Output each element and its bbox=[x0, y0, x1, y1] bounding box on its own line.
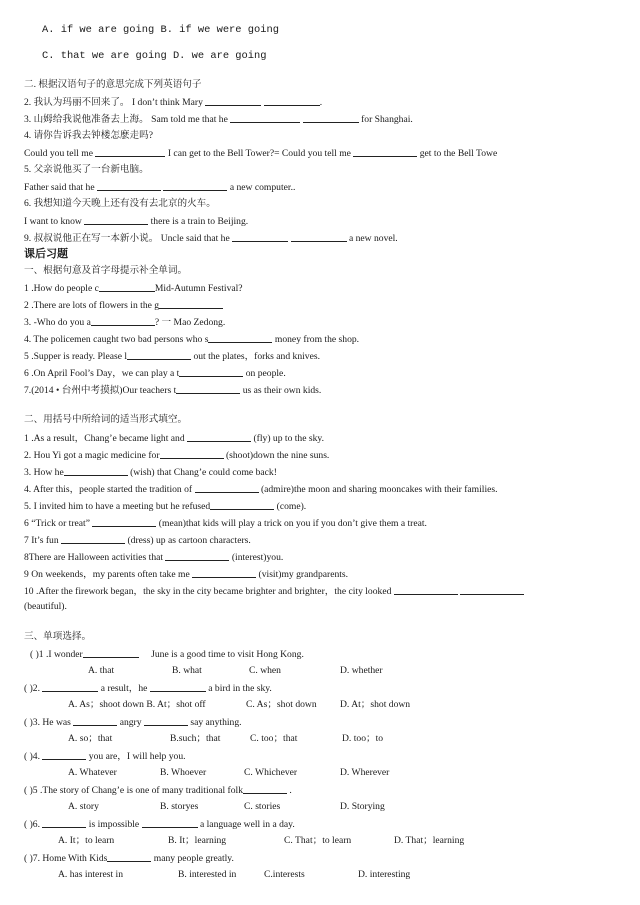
s2-q9-end: a new novel. bbox=[348, 233, 398, 244]
option-c[interactable]: C. stories bbox=[244, 801, 281, 812]
option-c[interactable]: C. when bbox=[249, 665, 281, 676]
blank[interactable] bbox=[127, 350, 191, 360]
p1-item-text: 3. -Who do you a bbox=[24, 317, 91, 328]
p2-item-10 bbox=[24, 585, 636, 598]
p3-stem-end: you are，I will help you. bbox=[88, 751, 186, 762]
p3-stem-mid: a result，he bbox=[100, 683, 148, 694]
blank[interactable] bbox=[195, 483, 259, 493]
s2-q5-cn: 5. 父亲说他买了一台新电脑。 bbox=[24, 164, 149, 175]
p3-stem-text: ( )1 .I wonder bbox=[30, 649, 83, 660]
p1-item-end: us as their own kids. bbox=[242, 385, 322, 396]
p1-item-end: out the plates，forks and knives. bbox=[193, 351, 320, 362]
p1-item-text: 6 .On April Fool’s Day，we can play a t bbox=[24, 368, 180, 379]
p3-stem-mid: is impossible bbox=[88, 819, 140, 830]
part1-heading: 一、根据句意及首字母提示补全单词。 bbox=[24, 265, 188, 276]
blank[interactable] bbox=[144, 716, 188, 726]
option-d[interactable]: D. whether bbox=[340, 665, 383, 676]
p2-item-end: (mean)that kids will play a trick on you if you don’t give them a treat. bbox=[158, 518, 427, 529]
option-c[interactable]: C. Whichever bbox=[244, 767, 298, 778]
p3-stem-text: ( )4. bbox=[24, 751, 40, 762]
s2-q4-en bbox=[24, 147, 636, 160]
blank[interactable] bbox=[97, 181, 161, 191]
homework-title: 课后习题 bbox=[24, 248, 68, 260]
p3-q6-stem bbox=[24, 818, 636, 831]
p2-item-text: 1 .As a result，Chang’e became light and bbox=[24, 433, 185, 444]
p3-stem-text: ( )2. bbox=[24, 683, 40, 694]
blank[interactable] bbox=[64, 466, 128, 476]
option-c[interactable]: C. That；to learn bbox=[284, 835, 352, 846]
p2-item-9 bbox=[24, 568, 636, 581]
option-b[interactable]: B. what bbox=[172, 665, 202, 676]
p2-item-5 bbox=[24, 500, 636, 513]
p2-item-end: (shoot)down the nine suns. bbox=[225, 450, 330, 461]
p2-item-text: 9 On weekends，my parents often take me bbox=[24, 569, 190, 580]
blank[interactable] bbox=[160, 449, 224, 459]
p1-item-end: on people. bbox=[245, 368, 286, 379]
p3-q3-stem bbox=[24, 716, 636, 729]
p2-item-1 bbox=[24, 432, 636, 445]
option-d[interactable]: D. At；shot down bbox=[340, 699, 411, 710]
option-c[interactable]: C. too；that bbox=[250, 733, 298, 744]
p2-item-text: 10 .After the firework began，the sky in the city became brighter and brighter，the city looked bbox=[24, 586, 392, 597]
p2-item-end: (fly) up to the sky. bbox=[253, 433, 324, 444]
blank[interactable] bbox=[142, 818, 198, 828]
s2-q2-end: . bbox=[319, 97, 323, 108]
option-d[interactable]: D. Wherever bbox=[340, 767, 390, 778]
blank[interactable] bbox=[208, 333, 272, 343]
part2-heading: 二、用括号中所给词的适当形式填空。 bbox=[24, 414, 188, 425]
p2-item-end: (visit)my grandparents. bbox=[258, 569, 349, 580]
p1-item-end: ? 一 Mao Zedong. bbox=[154, 317, 226, 328]
p3-stem-end: June is a good time to visit Hong Kong. bbox=[151, 649, 304, 660]
option-c[interactable]: C. As；shot down bbox=[246, 699, 317, 710]
s2-q4-en-b: I can get to the Bell Tower?= Could you tell me bbox=[167, 148, 351, 159]
option-d[interactable]: D. too；to bbox=[342, 733, 384, 744]
p2-item-7 bbox=[24, 534, 636, 547]
p2-item-end: (come). bbox=[276, 501, 307, 512]
blank[interactable] bbox=[230, 113, 300, 123]
p1-item-text: 1 .How do people c bbox=[24, 283, 99, 294]
p3-q7-stem bbox=[24, 852, 636, 865]
option-a[interactable]: A. so；that bbox=[68, 733, 113, 744]
blank[interactable] bbox=[192, 568, 256, 578]
p3-stem-end: . bbox=[289, 785, 292, 796]
p2-item-2 bbox=[24, 449, 636, 462]
option-a[interactable]: A. that bbox=[88, 665, 115, 676]
option-a[interactable]: A. story bbox=[68, 801, 99, 812]
blank[interactable] bbox=[107, 852, 151, 862]
p2-item-6 bbox=[24, 517, 636, 530]
option-b[interactable]: B. Whoever bbox=[160, 767, 207, 778]
blank[interactable] bbox=[42, 750, 86, 760]
p2-item-10-tail: (beautiful). bbox=[24, 601, 67, 612]
p3-q2-stem bbox=[24, 682, 636, 695]
section2-heading: 二. 根据汉语句子的意思完成下列英语句子 bbox=[24, 79, 202, 90]
p2-item-end: (wish) that Chang’e could come back! bbox=[130, 467, 277, 478]
p2-item-end: (dress) up as cartoon characters. bbox=[127, 535, 251, 546]
blank[interactable] bbox=[264, 96, 323, 108]
blank[interactable] bbox=[92, 517, 156, 527]
p3-stem-end: many people greatly. bbox=[153, 853, 234, 864]
p2-item-text: 3. How he bbox=[24, 467, 64, 478]
blank[interactable] bbox=[61, 534, 125, 544]
option-b[interactable]: B. interested in bbox=[178, 869, 237, 880]
option-line-ab: A. if we are going B. if we were going bbox=[42, 24, 279, 36]
p1-item-6 bbox=[24, 367, 636, 380]
blank[interactable] bbox=[84, 215, 148, 225]
blank[interactable] bbox=[179, 367, 243, 377]
blank[interactable] bbox=[95, 147, 165, 157]
p1-item-4 bbox=[24, 333, 636, 346]
s2-q4-en-a: Could you tell me bbox=[24, 148, 94, 159]
p2-item-8 bbox=[24, 551, 636, 564]
blank[interactable] bbox=[460, 585, 524, 595]
p1-item-text: 7.(2014 • 台州中考摸拟)Our teachers t bbox=[24, 385, 177, 396]
blank[interactable] bbox=[205, 96, 261, 106]
p2-item-text: 6 “Trick or treat” bbox=[24, 518, 90, 529]
s2-q6-cn: 6. 我想知道今天晚上还有没有去北京的火车。 bbox=[24, 198, 216, 209]
p3-stem-text: ( )6. bbox=[24, 819, 40, 830]
option-b[interactable]: B. It；learning bbox=[168, 835, 227, 846]
p3-stem-end: a bird in the sky. bbox=[208, 683, 272, 694]
blank[interactable] bbox=[303, 113, 359, 123]
p1-item-3 bbox=[24, 316, 636, 329]
blank[interactable] bbox=[42, 682, 98, 692]
p2-item-text: 8There are Halloween activities that bbox=[24, 552, 164, 563]
s2-q9 bbox=[24, 232, 636, 245]
p3-stem-text: ( )7. Home With Kids bbox=[24, 853, 108, 864]
blank[interactable] bbox=[150, 682, 206, 692]
option-b[interactable]: B. storyes bbox=[160, 801, 199, 812]
option-line-cd: C. that we are going D. we are going bbox=[42, 50, 267, 62]
s2-q4-cn: 4. 请你告诉我去钟楼怎麽走吗? bbox=[24, 130, 153, 141]
p3-q1-stem bbox=[30, 648, 636, 661]
s2-q3-en: Sam told me that he bbox=[151, 114, 228, 125]
blank[interactable] bbox=[243, 784, 287, 794]
p3-stem-mid: angry bbox=[119, 717, 142, 728]
p2-item-text: 2. Hou Yi got a magic medicine for bbox=[24, 450, 160, 461]
blank[interactable] bbox=[394, 585, 458, 595]
p3-q5-stem bbox=[24, 784, 636, 797]
blank[interactable] bbox=[210, 500, 274, 510]
p2-item-end: (admire)the moon and sharing mooncakes with their families. bbox=[260, 484, 498, 495]
p2-item-3 bbox=[24, 466, 636, 479]
option-c[interactable]: C.interests bbox=[264, 869, 305, 880]
s2-q5-en-a: Father said that he bbox=[24, 182, 95, 193]
blank[interactable] bbox=[176, 384, 240, 394]
blank[interactable] bbox=[163, 181, 227, 191]
p1-item-end: Mid-Autumn Festival? bbox=[154, 283, 243, 294]
s2-q3 bbox=[24, 113, 636, 126]
s2-q5-en bbox=[24, 181, 636, 194]
s2-q2 bbox=[24, 96, 636, 109]
blank[interactable] bbox=[187, 432, 251, 442]
blank[interactable] bbox=[83, 648, 139, 658]
p3-q4-stem bbox=[24, 750, 636, 763]
option-a[interactable]: A. has interest in bbox=[58, 869, 124, 880]
blank[interactable] bbox=[159, 299, 223, 309]
s2-q9-text: 9. 叔叔说他正在写一本新小说。 Uncle said that he bbox=[24, 233, 230, 244]
option-ab[interactable]: A. As；shoot down B. At；shot off bbox=[68, 699, 206, 710]
blank[interactable] bbox=[232, 232, 288, 242]
p1-item-end: money from the shop. bbox=[274, 334, 360, 345]
s2-q3-end: for Shanghai. bbox=[361, 114, 413, 125]
p2-item-end: (interest)you. bbox=[231, 552, 284, 563]
p1-item-text: 2 .There are lots of flowers in the g bbox=[24, 300, 160, 311]
p3-stem-text: ( )5 .The story of Chang’e is one of many traditional folk bbox=[24, 785, 244, 796]
blank[interactable] bbox=[291, 232, 347, 242]
s2-q2-cn: 2. 我认为玛丽不回来了。 bbox=[24, 97, 130, 108]
p2-item-text: 4. After this，people started the tradition of bbox=[24, 484, 193, 495]
p1-item-text: 4. The policemen caught two bad persons who s bbox=[24, 334, 209, 345]
blank[interactable] bbox=[91, 316, 155, 326]
p3-stem-end: say anything. bbox=[190, 717, 242, 728]
blank[interactable] bbox=[165, 551, 229, 561]
p1-item-2 bbox=[24, 299, 636, 312]
p1-item-text: 5 .Supper is ready. Please l bbox=[24, 351, 128, 362]
blank[interactable] bbox=[73, 716, 117, 726]
p1-item-5 bbox=[24, 350, 636, 363]
p2-item-text: 5. I invited him to have a meeting but he refused bbox=[24, 501, 211, 512]
blank[interactable] bbox=[99, 282, 155, 292]
part3-heading: 三、单项选择。 bbox=[24, 631, 92, 642]
p2-item-text: 7 It’s fun bbox=[24, 535, 59, 546]
option-d[interactable]: D. interesting bbox=[358, 869, 411, 880]
s2-q4-en-c: get to the Bell Towe bbox=[419, 148, 498, 159]
option-a[interactable]: A. Whatever bbox=[68, 767, 117, 778]
option-d[interactable]: D. That；learning bbox=[394, 835, 465, 846]
s2-q6-en bbox=[24, 215, 636, 228]
option-a[interactable]: A. It；to learn bbox=[58, 835, 115, 846]
p3-stem-end: a language well in a day. bbox=[199, 819, 295, 830]
p1-item-7 bbox=[24, 384, 636, 397]
s2-q6-en-a: I want to know bbox=[24, 216, 82, 227]
s2-q3-cn: 3. 山姆给我说他准备去上海。 bbox=[24, 114, 149, 125]
s2-q2-en: I don’t think Mary bbox=[131, 97, 203, 108]
p1-item-1 bbox=[24, 282, 636, 295]
p3-stem-text: ( )3. He was bbox=[24, 717, 71, 728]
p2-item-4 bbox=[24, 483, 636, 496]
s2-q5-en-b: a new computer.. bbox=[229, 182, 296, 193]
s2-q6-en-b: there is a train to Beijing. bbox=[150, 216, 249, 227]
option-b[interactable]: B.such；that bbox=[170, 733, 221, 744]
option-d[interactable]: D. Storying bbox=[340, 801, 385, 812]
blank[interactable] bbox=[353, 147, 417, 157]
blank[interactable] bbox=[42, 818, 86, 828]
